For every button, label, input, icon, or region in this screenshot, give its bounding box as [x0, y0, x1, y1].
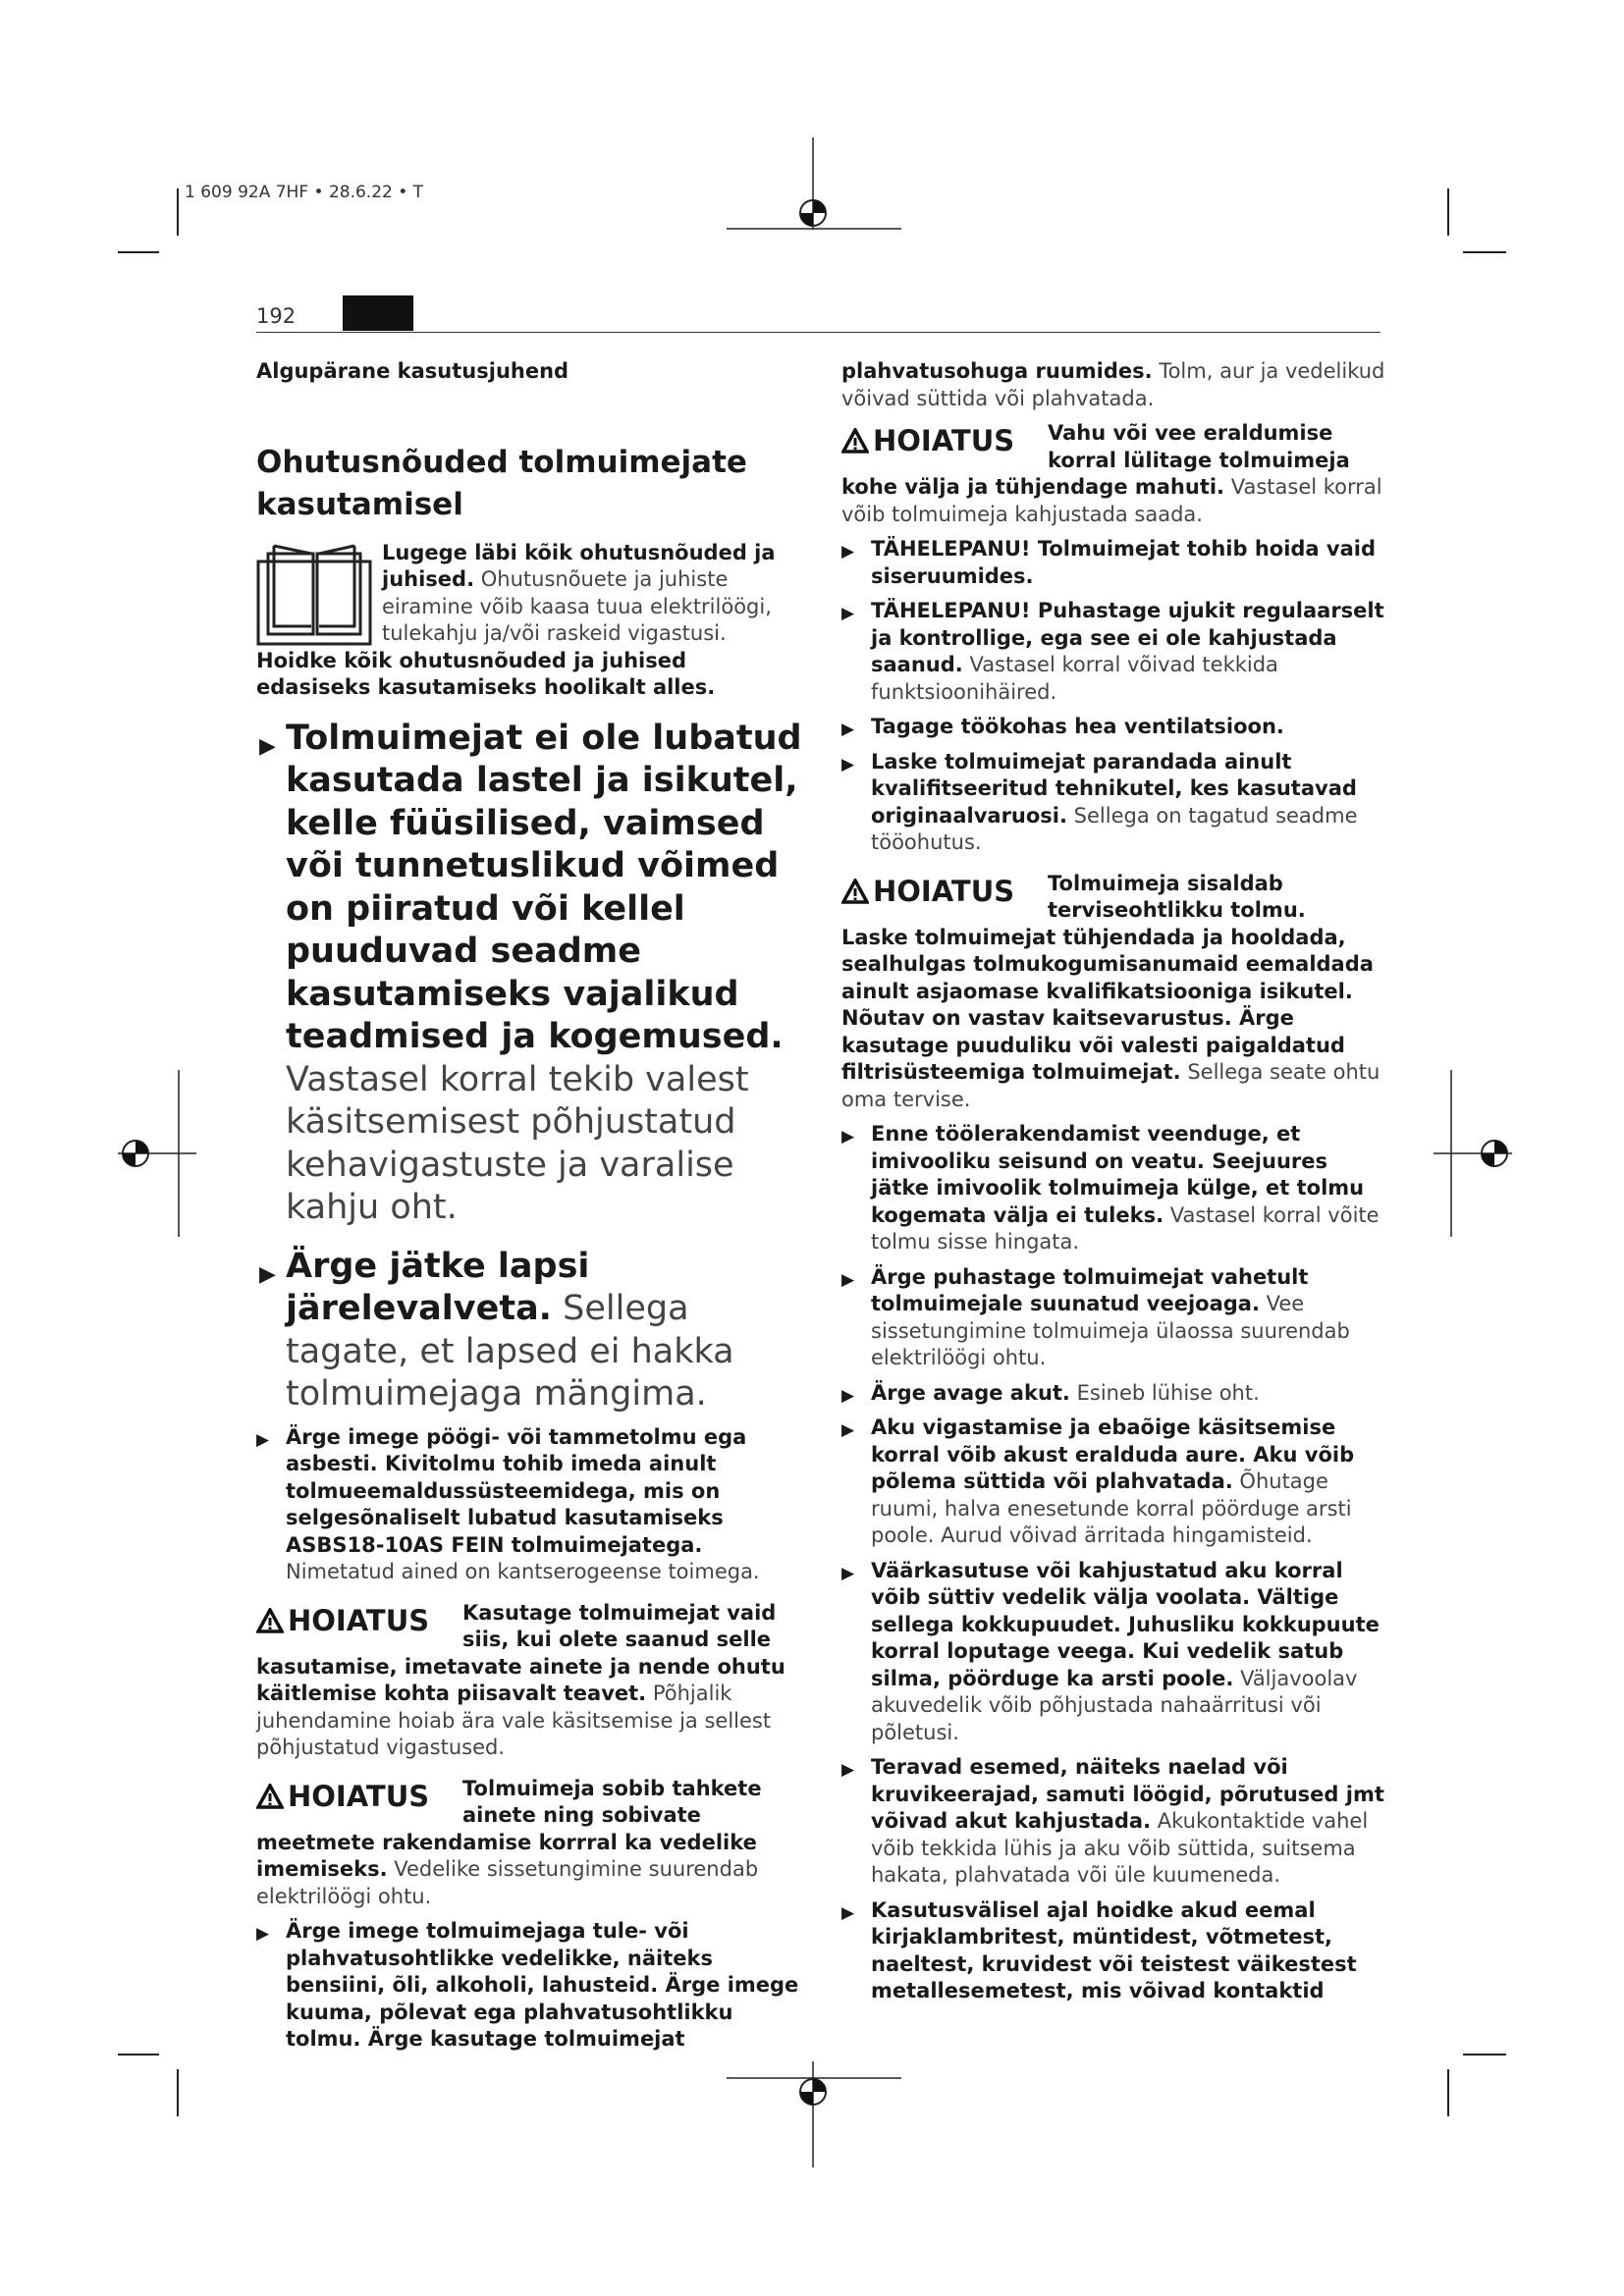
list-item: ▶ Ärge imege tolmuimejaga tule- või plahvatusohtlikke vedelikke, näiteks bensiini, õli, alkoholi, lahusteid. Ärge imege kuuma, põlevat ega plahvatusohtlikku tolmu. Ärge kasutage tolmuimejat: [256, 1919, 799, 2051]
list-item: ▶ Enne töölerakendamist veenduge, et imivooliku seisund on veatu. Seejuures jätke imivoolik tolmuimeja külge, et tolmu kogemata välja ei tuleks. Vastasel korral võite tolmu sisse hingata.: [841, 1122, 1380, 1254]
list-item: ▶ Ärge puhastage tolmuimejat vahetult tolmuimejale suunatud veejoaga. Vee sissetungimine tolmuimeja ülaossa suurendab elektrilöögi ohtu.: [841, 1264, 1350, 1369]
bullet-arrow-icon: ▶: [841, 1269, 855, 1290]
registration-mark-right-icon: [1434, 1070, 1512, 1237]
warning-block: HOIATUS Tolmuimeja sobib tahkete ainete ning sobivate meetmete rakendamise korrral ka vedelike imemiseks. Vedelike sissetungimine suurendab elektrilöögi ohtu.: [256, 1776, 806, 1911]
list-item: ▶ Teravad esemed, näiteks naelad või kruvikeerajad, samuti löögid, põrutused jmt võivad akut kahjustada. Akukontaktide vahel võib tekkida lühis ja aku võib süttida, suitsema hakata, plahvatada või üle kuumeneda.: [841, 1755, 1384, 1887]
warning-label: HOIATUS: [841, 420, 1048, 457]
bullet-arrow-icon: ▶: [841, 754, 855, 774]
warning-head-text: Kasutage tolmuimejat vaid siis, kui olete saanud selle: [462, 1600, 777, 1651]
registration-mark-left-icon: [118, 1070, 196, 1237]
read-instructions-bold: Lugege läbi kõik ohutusnõuded ja juhised.: [382, 540, 776, 591]
left-column: [256, 358, 806, 2054]
registration-mark-top-icon: [727, 137, 903, 255]
continued-text: plahvatusohuga ruumides. Tolm, aur ja vedelikud võivad süttida või plahvatada.: [841, 359, 1385, 410]
read-instructions-block: [256, 540, 806, 648]
bullet-arrow-icon: ▶: [841, 720, 855, 739]
warning-head-text: Vahu või vee eraldumise korral lülitage tolmuimeja: [1048, 421, 1350, 472]
list-item: ▶ Tolmuimejat ei ole lubatud kasutada lastel ja isikutel, kelle füüsilised, vaimsed või tunnetuslikud võimed on piiratud või kellel puuduvad seadme kasutamiseks vajalikud teadmised ja kogemused. Vastasel korral tekib valest käsitsemisest põhjustatud kehavigastuste ja varalise kahju oht.: [259, 718, 802, 1227]
list-item: ▶ TÄHELEPANU! Tolmuimejat tohib hoida vaid siseruumides.: [841, 537, 1376, 588]
bullet-arrow-icon: ▶: [841, 542, 855, 561]
list-item: ▶ Laske tolmuimejat parandada ainult kvalifitseeritud tehnikutel, kes kasutavad originaalvaruosi. Sellega on tagatud seadme tööohutus.: [841, 749, 1358, 854]
section-title: Ohutusnõuded tolmuimejate kasutamisel: [256, 444, 747, 522]
warning-triangle-icon: [256, 1784, 284, 1809]
list-item: ▶ Ärge jätke lapsi järelevalveta. Sellega tagate, et lapsed ei hakka tolmuimejaga mängima.: [259, 1246, 734, 1414]
bullet-arrow-icon: ▶: [841, 1127, 855, 1147]
read-manual-book-icon: [256, 540, 374, 648]
page-tab-marker: [343, 295, 413, 331]
warning-label: HOIATUS: [256, 1600, 462, 1637]
list-item: ▶ Ärge avage akut. Esineb lühise oht.: [841, 1380, 1389, 1408]
list-item: ▶ Tagage töökohas hea ventilatsioon.: [841, 714, 1389, 741]
bullet-arrow-icon: ▶: [259, 733, 276, 759]
bullet-arrow-icon: ▶: [841, 1420, 855, 1440]
bullet-arrow-icon: ▶: [841, 604, 855, 623]
warning-block: HOIATUS Kasutage tolmuimejat vaid siis, kui olete saanud selle kasutamise, imetavate ainete ja nende ohutu käitlemise kohta piisavalt teavet. Põhjalik juhendamine hoiab ära vale käsitsemise ja sellest põhjustatud vigastused.: [256, 1600, 806, 1762]
list-item: ▶ Kasutusvälisel ajal hoidke akud eemal kirjaklambritest, müntidest, võtmetest, naeltest, kruvidest või teistest väikestest metallesemetest, mis võivad kontaktid: [841, 1897, 1357, 2002]
read-instructions-detail: Ohutusnõuete ja juhiste eiramine võib kaasa tuua elektrilöögi, tulekahju ja/või raskeid vigastusi.: [382, 567, 772, 645]
warning-label: HOIATUS: [841, 871, 1048, 908]
list-item: ▶ Väärkasutuse või kahjustatud aku korral võib süttiv vedelik välja voolata. Vältige sellega kokkupuudet. Juhusliku kokkupuute korral loputage veega. Kui vedelik satub silma, pöörduge ka arsti poole. Väljavoolav akuvedelik võib põhjustada nahaärritusi või põletusi.: [841, 1558, 1380, 1744]
warning-head-text: Tolmuimeja sisaldab terviseohtlikku tolmu.: [1048, 871, 1306, 922]
section-heading: Algupärane kasutusjuhend: [256, 359, 569, 383]
list-item: ▶ Ärge imege pöögi- või tammetolmu ega asbesti. Kivitolmu tohib imeda ainult tolmueemaldussüsteemidega, mis on selgesõnaliselt lubatud kasutamiseks ASBS18-10AS FEIN tolmuimejatega. Nimetatud ained on kantserogeense toimega.: [256, 1424, 760, 1583]
document-code: 1 609 92A 7HF • 28.6.22 • T: [185, 183, 424, 202]
warning-block: HOIATUS Tolmuimeja sisaldab terviseohtlikku tolmu. Laske tolmuimejat tühjendada ja hooldada, sealhulgas tolmukogumisanumaid eemaldada ainult asjaomase kvalifikatsiooniga isikutel. Nõutav on vastav kaitsevarustus. Ärge kasutage puuduliku või valesti paigaldatud filtrisüsteemiga tolmuimejat. Sellega seate ohtu oma tervise.: [841, 871, 1389, 1114]
registration-mark-bottom-icon: [727, 2061, 903, 2179]
warning-head-text: Tolmuimeja sobib tahkete ainete ning sobivate: [462, 1776, 762, 1827]
warning-triangle-icon: [841, 428, 869, 454]
bullet-arrow-icon: ▶: [259, 1261, 276, 1287]
warning-triangle-icon: [256, 1608, 284, 1633]
bullet-arrow-icon: ▶: [841, 1902, 855, 1923]
bullet-arrow-icon: ▶: [256, 1429, 270, 1450]
warning-triangle-icon: [841, 879, 869, 904]
bullet-arrow-icon: ▶: [256, 1924, 270, 1944]
list-item: ▶ TÄHELEPANU! Puhastage ujukit regulaarselt ja kontrollige, ega see ei ole kahjustada saanud. Vastasel korral võivad tekkida funktsioonihäired.: [841, 599, 1384, 704]
list-item: ▶ Aku vigastamise ja ebaõige käsitsemise korral võib akust eralduda aure. Aku võib põlema süttida või plahvatada. Õhutage ruumi, halva enesetunde korral pöörduge arsti poole. Aurud võivad ärritada hingamisteid.: [841, 1415, 1355, 1547]
bullet-arrow-icon: ▶: [841, 1760, 855, 1780]
warning-block: HOIATUS Vahu või vee eraldumise korral lülitage tolmuimeja kohe välja ja tühjendage mahuti. Vastasel korral võib tolmuimeja kahjustada saada.: [841, 420, 1389, 528]
read-instructions-text: [382, 540, 806, 648]
bullet-arrow-icon: ▶: [841, 1385, 855, 1406]
header-rule: [256, 332, 1380, 333]
page-number: 192: [256, 304, 297, 328]
bullet-arrow-icon: ▶: [841, 1563, 855, 1583]
warning-label: HOIATUS: [256, 1776, 462, 1813]
keep-instructions: Hoidke kõik ohutusnõuded ja juhised edasiseks kasutamiseks hoolikalt alles.: [256, 648, 716, 699]
right-column: [841, 358, 1389, 2005]
